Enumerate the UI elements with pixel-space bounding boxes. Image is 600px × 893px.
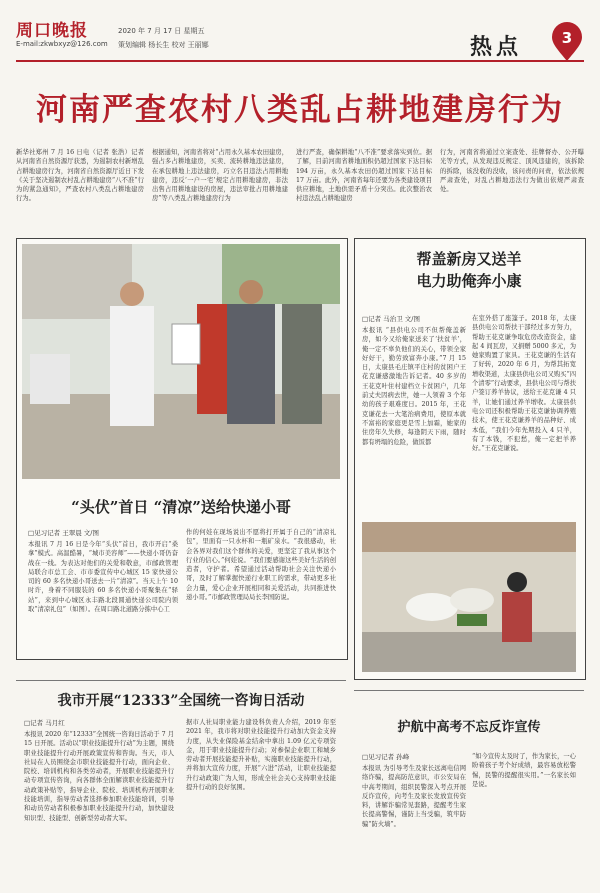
lead-column-1: 新华社郑州 7 月 16 日电（记者 张浩）记者从河南省自然资源厅获悉，为遏制农村新增乱占耕地建房行为，河南省自然资源厅近日下发《关于坚决遏制农村乱占耕地建房“八不准”行为的紧急通知》，严查农村八类乱占耕地建房行为。: [16, 149, 144, 203]
lead-column-3: 进行严查，确保耕地“八不准”要求落实到位。据了解，目前河南省耕地面积仍超过国家下达目标 194 万亩，永久基本农田仍超过国家下达目标 17 万亩。此外，河南省每年还要为各类建设项目供应耕地，土地供需矛盾十分突出。此次整治农村违法乱占耕地建房: [296, 149, 432, 203]
courier-photo-illustration: [22, 244, 340, 479]
housing-column-2: 在室外搭了座篷子。2018 年，太康县供电公司帮扶干部经过多方努力，帮助王花克谦争取危房改造资金，建起 4 间瓦房，又捐赠 5000 多元，为她家购置了家具。王花克谦的生活有了好转，2020 年 6 月，为帮其拓宽增收渠道，太康县供电公司又购买“四个清零”行动要求，县供电公司与帮扶户签订养羊协议，送给王花克谦 4 只羊，让她们通过养羊增收。太康县供电公司还积极帮助王花克谦协调养殖技术，使王花克谦养羊的品种好、成本低，“我们今年先期投入 4 只羊，有了本钱，不犯愁，俺一定把羊养好。”王花克谦说。: [472, 315, 576, 453]
courier-column-1: 本报讯 7 月 16 日是今年“头伏”首日，我市开启“桑拿”模式。高温酷暑，“城市美容师”——快递小哥仍奋战在一线。为表达对他们的关爱和敬意，市邮政管理局联合市总工会、市市委宣传中心城区 15 家快递公司的 60 多名快递小哥送去一片“清凉”。当天上午 10 时许，身着不同服装的 60 多名快递小哥聚集在“驿站”，来到中心城区永丰路北段圆通快递公司院内领取“清凉礼包”（如图）。在周口路北道路分拣中心工: [28, 541, 178, 614]
exam-byline: □见习记者 孙峰: [362, 753, 410, 761]
housing-headline-line-1: 帮盖新房又送羊: [416, 250, 522, 268]
courier-column-2: 作的何娃在现场说出不愿将打开属于自己的“清凉礼包”，里面有一只水杯和一瓶矿泉水。“我很感动，社会各界对我们这个群体的关爱，更坚定了我从事这个行业的信心。”何娃说。“我们要感谢这些美好生活的创造者，守护者。希望通过活动帮助社会关注快递小哥，及时了解掌握快递行业职工的需求，带动更多社会力量，爱心企业开展相同和关爱活动，共同推进快递小哥。”市邮政管理局局长李国防说。: [186, 529, 336, 602]
consult-rule: [16, 680, 346, 681]
masthead-rule: [16, 60, 584, 62]
page-number: 3: [561, 29, 573, 47]
exam-headline[interactable]: 护航中高考不忘反诈宣传: [397, 720, 541, 735]
housing-headline[interactable]: [354, 248, 584, 292]
editor-credits: 策划编辑 杨长生 校对 王丽娜: [118, 41, 209, 49]
exam-column-1: 本报讯 为引导考生及家长远离电信网络诈骗，提高防范意识，市公安局在中高考期间，组织民警深入考点开展反诈宣传，向考生及家长发放宣传资料，讲解诈骗常见套路，提醒考生家长提高警惕，谨防上当受骗，筑牢防骗“防火墙”。: [362, 765, 466, 828]
consult-column-2: 据市人社局职业能力建设科负责人介绍，2019 年至 2021 年，我市将对职业技能提升行动加大资金支持力度，从失业保险基金结余中拿出 1.09 亿元专项资金，用于职业技能提升行动；对参保企业职工和城乡劳动者开展技能提升补贴，实施职业技能提升行动，并将加大宣传力度，开展“六进”活动，让职业技能提升行动政策广为人知，形成全社会关心支持职业技能提升行动的良好氛围。: [186, 719, 336, 792]
consult-column-1: 本报讯 2020 年“12333”全国统一咨询日活动于 7 月 15 日开展。活动以“职业技能提升行动”为主题，围绕职业技能提升行动开展政策宣传和咨询。当天，市人社局在人员围绕金市职业技能提升行动，面向企业、院校、培训机构和各类劳动者，开展职业技能提升行动专项宣传咨询，向各群体全面解读职业技能提升行动政策补贴等，指导企业、院校、培训机构开展职业技能培训，指导劳动者选择参加职业技能培训，引导和动员劳动者积极参加职业技能提升行动，加快建设知识型、技能型、创新型劳动者大军。: [24, 731, 174, 822]
consult-headline[interactable]: 我市开展“12333”全国统一咨询日活动: [57, 693, 305, 709]
masthead: [0, 0, 600, 72]
courier-headline[interactable]: “头伏”首日 “清凉”送给快递小哥: [71, 498, 291, 516]
lead-column-4: 行为，河南省将通过立案查处、挂牌督办、公开曝光等方式，从发现违反规定、顶风违建的，该拆除的拆除，该没收的没收，该问责的问责，依法依规严肃查处，对乱占耕地违法行为做出依规严肃查处。: [440, 149, 584, 194]
issue-date: 2020 年 7 月 17 日 星期五: [118, 27, 205, 35]
courier-photo: [22, 244, 340, 479]
exam-column-2: “如今宣传太及时了，作为家长，一心盼着孩子考个好成绩，最容易放松警惕，民警的提醒很实用。”一名家长如是说。: [472, 753, 576, 788]
housing-photo: [362, 522, 576, 672]
contact-email[interactable]: E-mail:zkwbxyz@126.com: [16, 40, 108, 48]
lead-column-2: 根据通知，河南省将对“占用永久基本农田建房，强占多占耕地建房，买卖、流转耕地违法建房，在承包耕地上违法建房，巧立名目违法占用耕地建房，违反‘一户一宅’规定占用耕地建房，非法出售占用耕地建设的房屋，违法审批占用耕地建房”等八类乱占耕地建房行为: [152, 149, 288, 203]
page-number-badge: [550, 22, 584, 62]
exam-rule: [354, 690, 584, 691]
housing-byline: □记者 马治卫 文/图: [362, 315, 420, 323]
lead-headline[interactable]: 河南严查农村八类乱占耕地建房行为: [36, 92, 564, 128]
courier-byline: □见习记者 王翠晨 文/图: [28, 529, 99, 537]
housing-headline-line-2: 电力助俺奔小康: [416, 272, 522, 290]
housing-column-1: 本报讯 “县供电公司不但帮俺盖新房，如今又给俺家送来了‘扶贫羊’，俺一定不辜负他们的关心，带领全家好好干，勤劳致富奔小康。”7 月 15 日，太康县毛庄镇平庄村的贫困户王花克谦感激地告诉记者。40 多岁的王花克叶住村建档立卡贫困户，几年前丈夫因病去世，她一人领着 3 个年幼的孩子艰难度日。2015 年，王花克谦花去一大笔治病费用，使原本就不富裕的家庭更是雪上加霜，她家的住房年久失修，每逢阴天下雨，随时都有坍塌的危险，做饭都: [362, 327, 466, 446]
newspaper-logo: 周口晚报: [16, 21, 88, 41]
consult-byline: □记者 马月红: [24, 719, 65, 727]
housing-photo-illustration: [362, 522, 576, 672]
section-title: 热点: [470, 34, 523, 60]
